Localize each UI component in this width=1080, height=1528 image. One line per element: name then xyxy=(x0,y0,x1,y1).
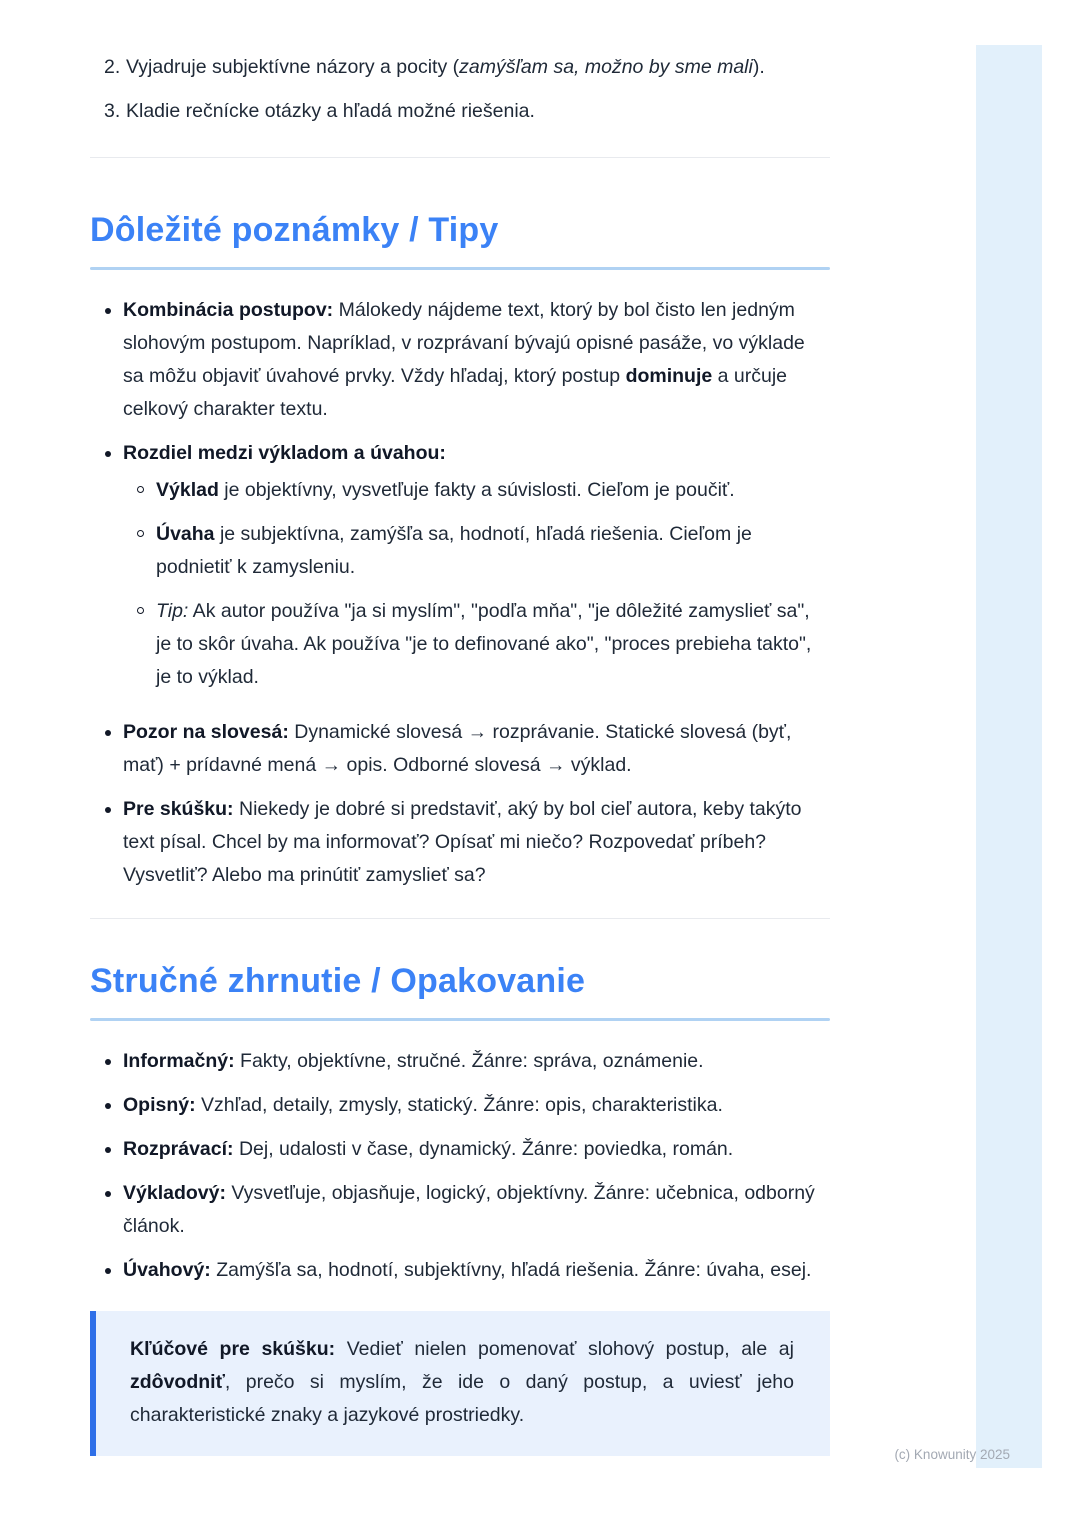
bullet-lead: Úvahový: xyxy=(123,1259,211,1281)
item-text xyxy=(126,96,535,126)
bullet-item xyxy=(90,1177,830,1243)
bullet-lead: Úvaha xyxy=(156,523,215,545)
sub-bullet-circle-icon xyxy=(137,530,144,537)
sub-bullet-text xyxy=(156,474,830,507)
bullet-text xyxy=(123,1089,830,1122)
bullet-run: Dynamické slovesá → rozprávanie. Statické slovesá (byť, mať) + prídavné mená → opis. Odborné slovesá → výklad. xyxy=(123,721,792,776)
sub-bullet-item xyxy=(123,474,830,507)
section-divider xyxy=(90,157,830,158)
bullet-run: Fakty, objektívne, stručné. Žánre: správa, oznámenie. xyxy=(234,1050,704,1072)
section-title-notes: Dôležité poznámky / Tipy xyxy=(90,211,499,249)
callout-text xyxy=(130,1333,794,1432)
sub-bullet-circle-icon xyxy=(137,607,144,614)
section-divider xyxy=(90,918,830,919)
bullet-lead: Výklad xyxy=(156,479,219,501)
bullet-lead: Informačný: xyxy=(123,1050,235,1072)
key-exam-callout xyxy=(90,1311,830,1456)
bullet-item xyxy=(90,793,830,892)
callout-run: Vedieť nielen pomenovať slohový postup, ale aj xyxy=(335,1338,794,1360)
bullet-lead: Rozprávací: xyxy=(123,1138,234,1160)
bullet-text xyxy=(123,793,830,892)
bullet-run: a určuje celkový charakter textu. xyxy=(123,365,788,420)
section-title-summary: Stručné zhrnutie / Opakovanie xyxy=(90,962,586,1000)
bullet-item xyxy=(90,1254,830,1287)
bullet-lead: Pozor na slovesá: xyxy=(123,721,289,743)
bullet-run: Vzhľad, detaily, zmysly, statický. Žánre: opis, charakteristika. xyxy=(195,1094,723,1116)
item-text-plain: ). xyxy=(752,56,765,78)
bullet-run: je subjektívna, zamýšľa sa, hodnotí, hľadá riešenia. Cieľom je podnietiť k zamysleniu. xyxy=(156,523,752,578)
copyright-notice: (c) Knowunity 2025 xyxy=(894,1447,1010,1462)
bullet-item xyxy=(90,1089,830,1122)
notes-bullet-list xyxy=(90,294,830,892)
bullet-item xyxy=(90,437,830,705)
bullet-run: Málokedy nájdeme text, ktorý by bol čisto len jedným slohovým postupom. Napríklad, v rozprávaní bývajú opisné pasáže, vo výklade sa môžu objaviť úvahové prvky. Vždy hľadaj, ktorý postup xyxy=(123,299,805,387)
bullet-text xyxy=(123,1133,830,1166)
bullet-text xyxy=(123,1177,830,1243)
bullet-run: Vysvetľuje, objasňuje, logický, objektívny. Žánre: učebnica, odborný článok. xyxy=(123,1182,815,1237)
bullet-dot-icon xyxy=(105,807,111,813)
document-content xyxy=(90,52,830,1456)
callout-emphasis: zdôvodniť xyxy=(130,1371,225,1393)
sub-bullet-item xyxy=(123,518,830,584)
sub-bullet-text xyxy=(156,518,830,584)
numbered-item-3 xyxy=(90,96,830,126)
sub-bullet-circle-icon xyxy=(137,486,144,493)
sub-bullet-list xyxy=(123,474,830,694)
bullet-lead-italic: Tip: xyxy=(156,600,189,622)
bullet-dot-icon xyxy=(105,308,111,314)
bullet-item xyxy=(90,716,830,782)
bullet-text xyxy=(123,1045,830,1078)
bullet-dot-icon xyxy=(105,451,111,457)
bullet-dot-icon xyxy=(105,1147,111,1153)
sub-bullet-text xyxy=(156,595,830,694)
summary-bullet-list xyxy=(90,1045,830,1287)
callout-run: , prečo si myslím, že ide o daný postup, a uviesť jeho charakteristické znaky a jazykové prostriedky. xyxy=(130,1371,794,1426)
bullet-run: Dej, udalosti v čase, dynamický. Žánre: poviedka, román. xyxy=(233,1138,734,1160)
bullet-lead: Opisný: xyxy=(123,1094,196,1116)
item-text-plain: Kladie rečnícke otázky a hľadá možné riešenia. xyxy=(126,100,535,122)
bullet-run: Niekedy je dobré si predstaviť, aký by bol cieľ autora, keby takýto text písal. Chcel by ma informovať? Opísať mi niečo? Rozpovedať príbeh? Vysvetliť? Alebo ma prinútiť zamyslieť sa? xyxy=(123,798,802,886)
bullet-dot-icon xyxy=(105,1059,111,1065)
right-margin-strip xyxy=(976,45,1042,1468)
bullet-lead: Rozdiel medzi výkladom a úvahou: xyxy=(123,442,446,464)
item-number: 2. xyxy=(104,56,121,78)
bullet-text xyxy=(123,437,830,705)
bullet-text xyxy=(123,1254,830,1287)
bullet-text xyxy=(123,716,830,782)
bullet-dot-icon xyxy=(105,1191,111,1197)
bullet-dot-icon xyxy=(105,730,111,736)
bullet-item xyxy=(90,1133,830,1166)
callout-lead: Kľúčové pre skúšku: xyxy=(130,1338,336,1360)
item-text-plain: Vyjadruje subjektívne názory a pocity ( xyxy=(126,56,460,78)
title-underline xyxy=(90,267,830,270)
bullet-run: je objektívny, vysvetľuje fakty a súvislosti. Cieľom je poučiť. xyxy=(218,479,735,501)
bullet-run: Ak autor používa "ja si myslím", "podľa mňa", "je dôležité zamyslieť sa", je to skôr úvaha. Ak používa "je to definované ako", "proces prebieha takto", je to výklad. xyxy=(156,600,812,688)
bullet-run: Zamýšľa sa, hodnotí, subjektívny, hľadá riešenia. Žánre: úvaha, esej. xyxy=(210,1259,812,1281)
bullet-dot-icon xyxy=(105,1268,111,1274)
bullet-item xyxy=(90,294,830,426)
bullet-emphasis: dominuje xyxy=(625,365,713,387)
item-text xyxy=(126,52,765,82)
item-text-italic: zamýšľam sa, možno by sme mali xyxy=(459,56,753,78)
bullet-lead: Pre skúšku: xyxy=(123,798,234,820)
bullet-dot-icon xyxy=(105,1103,111,1109)
title-underline xyxy=(90,1018,830,1021)
sub-bullet-item xyxy=(123,595,830,694)
bullet-lead: Výkladový: xyxy=(123,1182,226,1204)
bullet-lead: Kombinácia postupov: xyxy=(123,299,334,321)
item-number: 3. xyxy=(104,100,121,122)
bullet-text xyxy=(123,294,830,426)
bullet-item xyxy=(90,1045,830,1078)
numbered-item-2 xyxy=(90,52,830,82)
